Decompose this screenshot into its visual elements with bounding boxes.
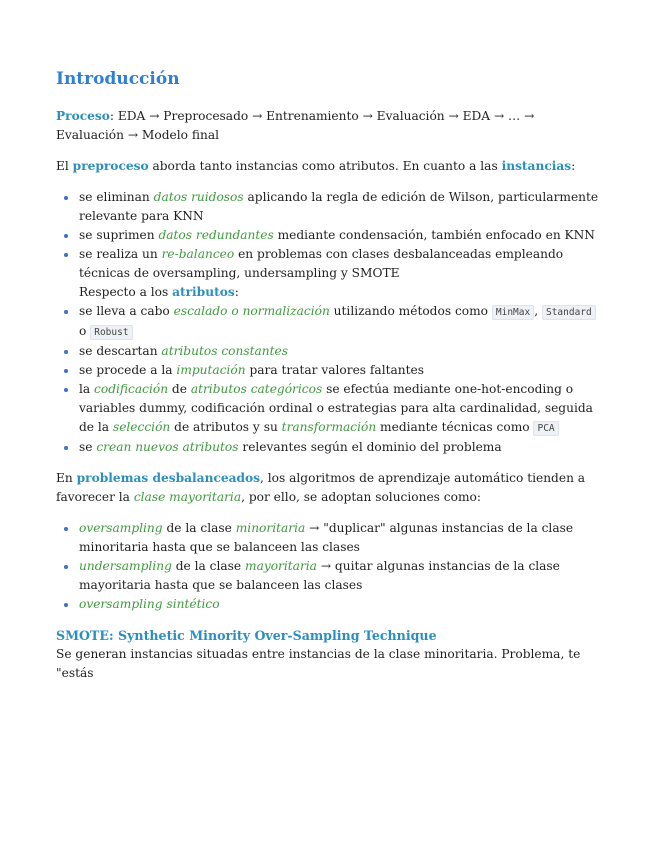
list-item xyxy=(56,519,604,557)
list-item xyxy=(56,557,604,595)
code-standard: Standard xyxy=(542,305,596,320)
list-item xyxy=(56,380,604,438)
list-item xyxy=(56,302,604,342)
list-item xyxy=(56,226,604,245)
term: selección xyxy=(112,420,171,434)
text-span: o xyxy=(79,324,91,338)
proceso-label: Proceso xyxy=(56,109,110,123)
list-item xyxy=(56,361,604,380)
term: imputación xyxy=(176,363,246,377)
smote-paragraph: Se generan instancias situadas entre instancias de la clase minoritaria. Problema, te "estás xyxy=(56,647,581,680)
list-item xyxy=(56,245,604,302)
text-span: se lleva a cabo xyxy=(79,304,174,318)
text-span: mediante condensación, también enfocado en KNN xyxy=(273,228,595,242)
term: re-balanceo xyxy=(161,247,235,261)
term: oversampling sintético xyxy=(79,597,220,611)
term: escalado o normalización xyxy=(173,304,330,318)
keyword-problemas-desbalanceados: problemas desbalanceados xyxy=(76,471,261,485)
term: atributos categóricos xyxy=(190,382,323,396)
text-span: : xyxy=(571,159,576,173)
term: atributos constantes xyxy=(161,344,288,358)
text-span: se procede a la xyxy=(79,363,177,377)
list-item xyxy=(56,438,604,457)
keyword-preproceso: preproceso xyxy=(72,159,149,173)
proceso-text: : EDA → Preprocesado → Entrenamiento → Evaluación → EDA → … → Evaluación → Modelo final xyxy=(56,109,535,142)
term: clase mayoritaria xyxy=(133,490,242,504)
text-span: , por ello, se adoptan soluciones como: xyxy=(241,490,481,504)
term: undersampling xyxy=(79,559,172,573)
desbalanceados-paragraph xyxy=(56,469,604,507)
keyword-instancias: instancias xyxy=(501,159,572,173)
text-span: En xyxy=(56,471,77,485)
text-span: de la clase xyxy=(171,559,246,573)
text-span: se efectúa mediante one-hot-encoding o variables dummy, codificación ordinal o estrategias para alta cardinalidad, seguida de la xyxy=(79,382,593,434)
text-span: utilizando métodos como xyxy=(329,304,492,318)
preprocessing-list xyxy=(56,188,604,457)
text-span: El xyxy=(56,159,73,173)
text-span: para tratar valores faltantes xyxy=(245,363,424,377)
list-item xyxy=(56,188,604,226)
code-minmax: MinMax xyxy=(492,305,534,320)
text-span: → quitar algunas instancias de la clase mayoritaria hasta que se balanceen las clases xyxy=(79,559,560,592)
keyword-atributos: atributos xyxy=(172,285,235,299)
term: mayoritaria xyxy=(245,559,317,573)
list-item xyxy=(56,595,604,614)
text-span: mediante técnicas como xyxy=(376,420,534,434)
text-span: Respecto a los xyxy=(79,285,173,299)
list-item xyxy=(56,342,604,361)
text-span: relevantes según el dominio del problema xyxy=(238,440,502,454)
term: datos ruidosos xyxy=(153,190,244,204)
text-span: en problemas con clases desbalanceadas empleando técnicas de oversampling, undersampling y SMOTE xyxy=(79,247,564,280)
text-span: → "duplicar" algunas instancias de la clase minoritaria hasta que se balanceen las clases xyxy=(79,521,574,554)
text-span: se xyxy=(79,440,97,454)
code-pca: PCA xyxy=(533,421,558,436)
text-span: la xyxy=(79,382,95,396)
text-span: , xyxy=(534,304,542,318)
term: datos redundantes xyxy=(158,228,274,242)
text-span: de la clase xyxy=(162,521,236,535)
text-span: se suprimen xyxy=(79,228,159,242)
text-span: aplicando la regla de edición de Wilson, particularmente relevante para KNN xyxy=(79,190,599,223)
text-span: se eliminan xyxy=(79,190,154,204)
text-span: se realiza un xyxy=(79,247,162,261)
document-page xyxy=(56,68,604,695)
term: transformación xyxy=(281,420,377,434)
solutions-list xyxy=(56,519,604,614)
term: crean nuevos atributos xyxy=(96,440,239,454)
proceso-paragraph xyxy=(56,107,604,145)
text-span: se descartan xyxy=(79,344,162,358)
text-span: , los algoritmos de aprendizaje automático tienden a favorecer la xyxy=(56,471,586,504)
term: codificación xyxy=(94,382,169,396)
smote-heading: SMOTE: Synthetic Minority Over-Sampling Technique xyxy=(56,628,437,643)
page-title: Introducción xyxy=(56,69,180,89)
text-span: de xyxy=(168,382,191,396)
term: minoritaria xyxy=(235,521,306,535)
text-span: de atributos y su xyxy=(170,420,282,434)
code-robust: Robust xyxy=(90,325,132,340)
preproceso-paragraph xyxy=(56,157,604,176)
term: oversampling xyxy=(79,521,163,535)
text-span: : xyxy=(234,285,239,299)
text-span: aborda tanto instancias como atributos. En cuanto a las xyxy=(148,159,502,173)
